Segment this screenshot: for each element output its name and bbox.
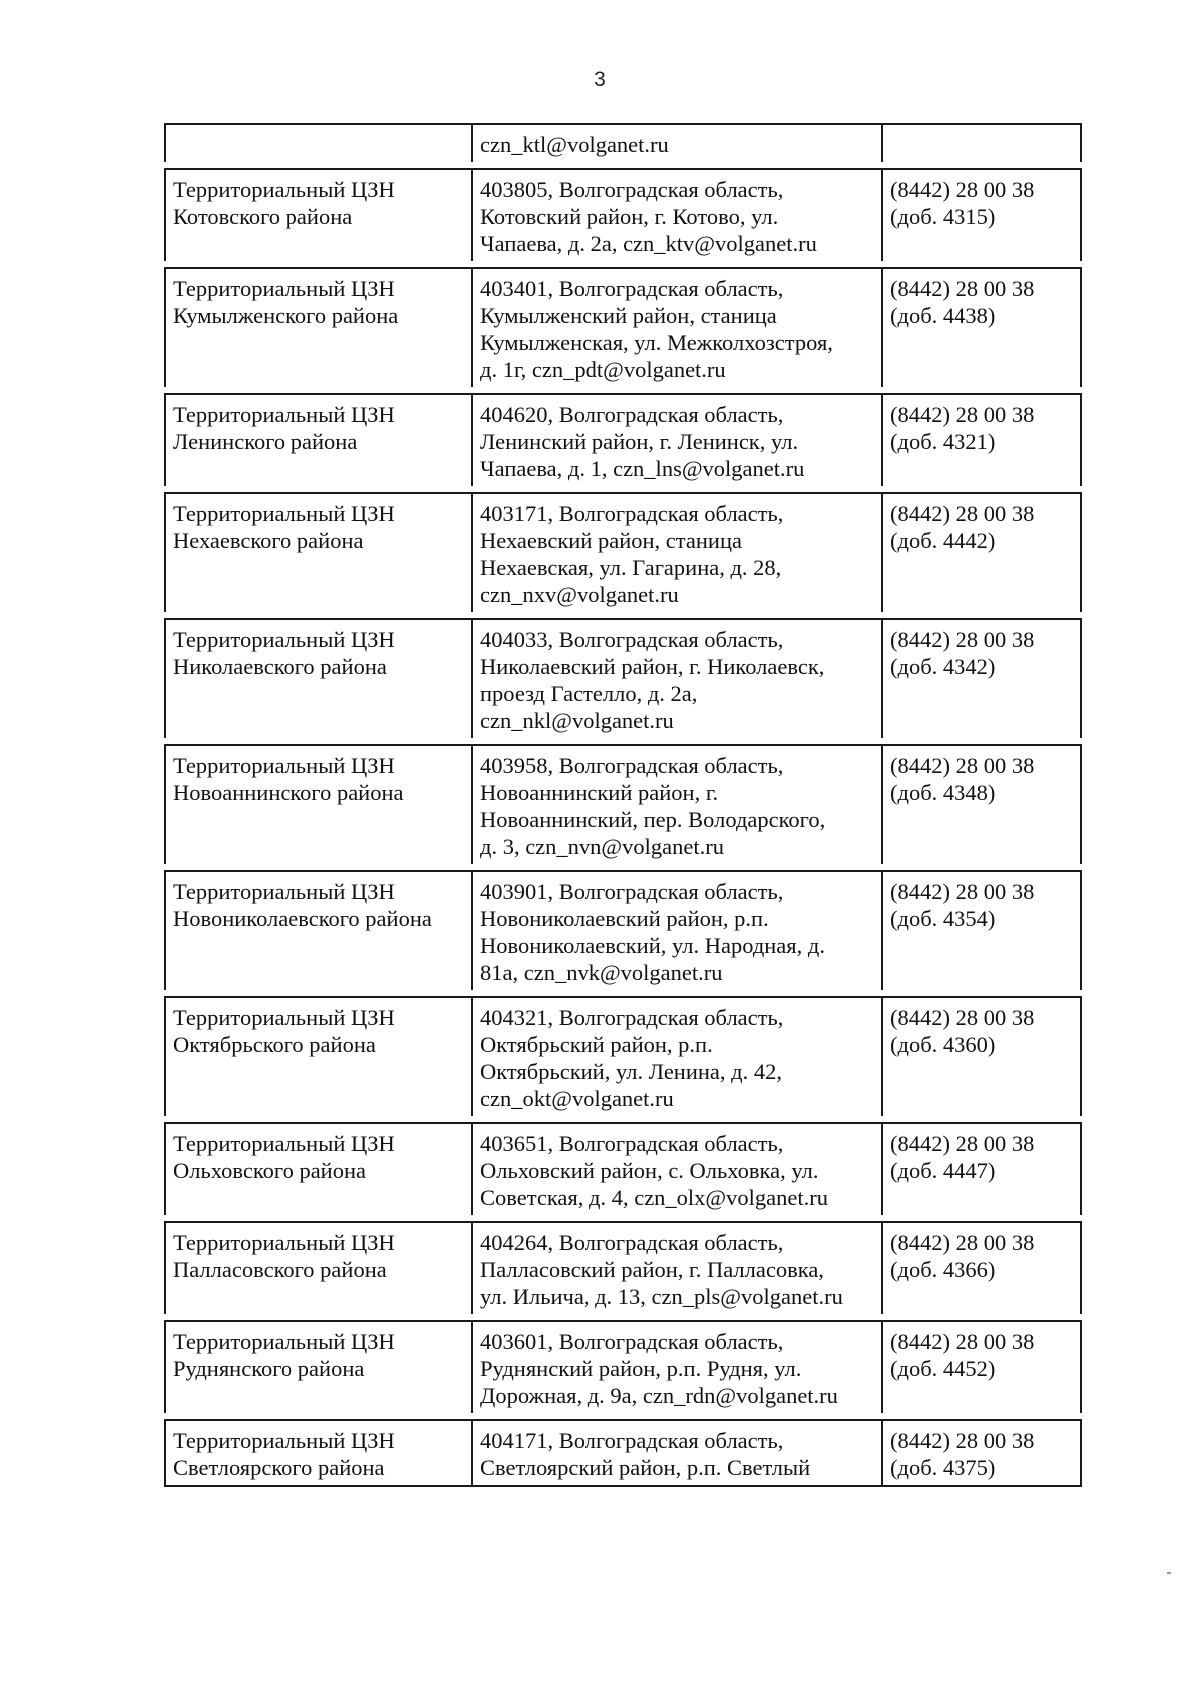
phone-cell: (8442) 28 00 38 (доб. 4438) — [881, 269, 1080, 387]
table-row — [164, 1419, 1082, 1487]
address-cell: czn_ktl@volganet.ru — [471, 125, 881, 162]
office-name-cell: Территориальный ЦЗН Светлоярского района — [173, 1428, 395, 1480]
office-name-cell: Территориальный ЦЗН Ленинского района — [173, 402, 395, 454]
office-name-cell: Территориальный ЦЗН Руднянского района — [173, 1329, 395, 1381]
office-name-cell: Территориальный ЦЗН Николаевского района — [173, 627, 395, 679]
address-cell: 403171, Волгоградская область, Нехаевский район, станица Нехаевская, ул. Гагарина, д. 28, czn_nxv@volganet.ru — [471, 494, 881, 612]
phone-cell: (8442) 28 00 38 (доб. 4315) — [881, 170, 1080, 261]
phone-cell: (8442) 28 00 38 (доб. 4442) — [881, 494, 1080, 612]
phone-cell: (8442) 28 00 38 (доб. 4342) — [881, 620, 1080, 738]
table-row — [164, 996, 1082, 1116]
table-row — [164, 492, 1082, 612]
phone-cell — [881, 125, 1080, 162]
table-row — [164, 618, 1082, 738]
address-cell: 403901, Волгоградская область, Новониколаевский район, р.п. Новониколаевский, ул. Народная, д. 81а, czn_nvk@volganet.ru — [471, 872, 881, 990]
table-row — [164, 870, 1082, 990]
office-name-cell: Территориальный ЦЗН Новониколаевского района — [173, 879, 432, 931]
table-row — [164, 168, 1082, 261]
office-name-cell: Территориальный ЦЗН Нехаевского района — [173, 501, 395, 553]
address-cell: 403651, Волгоградская область, Ольховский район, с. Ольховка, ул. Советская, д. 4, czn_olx@volganet.ru — [471, 1124, 881, 1215]
office-name-cell: Территориальный ЦЗН Октябрьского района — [173, 1005, 395, 1057]
office-name-cell: Территориальный ЦЗН Ольховского района — [173, 1131, 395, 1183]
address-cell: 404620, Волгоградская область, Ленинский район, г. Ленинск, ул. Чапаева, д. 1, czn_lns@volganet.ru — [471, 395, 881, 486]
office-name-cell: Территориальный ЦЗН Палласовского района — [173, 1230, 395, 1282]
office-name-cell — [166, 125, 471, 162]
table-row — [164, 1320, 1082, 1413]
address-cell: 403805, Волгоградская область, Котовский район, г. Котово, ул. Чапаева, д. 2а, czn_ktv@volganet.ru — [471, 170, 881, 261]
phone-cell: (8442) 28 00 38 (доб. 4354) — [881, 872, 1080, 990]
address-cell: 404171, Волгоградская область, Светлоярский район, р.п. Светлый — [471, 1421, 881, 1485]
page-number: 3 — [594, 68, 606, 91]
address-cell: 404264, Волгоградская область, Палласовский район, г. Палласовка, ул. Ильича, д. 13, czn_pls@volganet.ru — [471, 1223, 881, 1314]
table-row — [164, 1221, 1082, 1314]
address-cell: 403958, Волгоградская область, Новоаннинский район, г. Новоаннинский, пер. Володарского, д. 3, czn_nvn@volganet.ru — [471, 746, 881, 864]
table-row — [164, 1122, 1082, 1215]
phone-cell: (8442) 28 00 38 (доб. 4360) — [881, 998, 1080, 1116]
table-row — [164, 393, 1082, 486]
phone-cell: (8442) 28 00 38 (доб. 4375) — [881, 1421, 1080, 1485]
phone-cell: (8442) 28 00 38 (доб. 4348) — [881, 746, 1080, 864]
phone-cell: (8442) 28 00 38 (доб. 4447) — [881, 1124, 1080, 1215]
office-name-cell: Территориальный ЦЗН Кумылженского района — [173, 276, 399, 328]
contacts-table — [164, 123, 1082, 1487]
table-row — [164, 123, 1082, 162]
table-row — [164, 744, 1082, 864]
phone-cell: (8442) 28 00 38 (доб. 4366) — [881, 1223, 1080, 1314]
table-row — [164, 267, 1082, 387]
office-name-cell: Территориальный ЦЗН Котовского района — [173, 177, 395, 229]
address-cell: 404033, Волгоградская область, Николаевский район, г. Николаевск, проезд Гастелло, д. 2а, czn_nkl@volganet.ru — [471, 620, 881, 738]
address-cell: 403601, Волгоградская область, Руднянский район, р.п. Рудня, ул. Дорожная, д. 9а, czn_rdn@volganet.ru — [471, 1322, 881, 1413]
address-cell: 404321, Волгоградская область, Октябрьский район, р.п. Октябрьский, ул. Ленина, д. 42, czn_okt@volganet.ru — [471, 998, 881, 1116]
phone-cell: (8442) 28 00 38 (доб. 4452) — [881, 1322, 1080, 1413]
office-name-cell: Территориальный ЦЗН Новоаннинского района — [173, 753, 404, 805]
address-cell: 403401, Волгоградская область, Кумылженский район, станица Кумылженская, ул. Межколхозстроя, д. 1г, czn_pdt@volganet.ru — [471, 269, 881, 387]
scan-mark — [1167, 1572, 1171, 1574]
phone-cell: (8442) 28 00 38 (доб. 4321) — [881, 395, 1080, 486]
